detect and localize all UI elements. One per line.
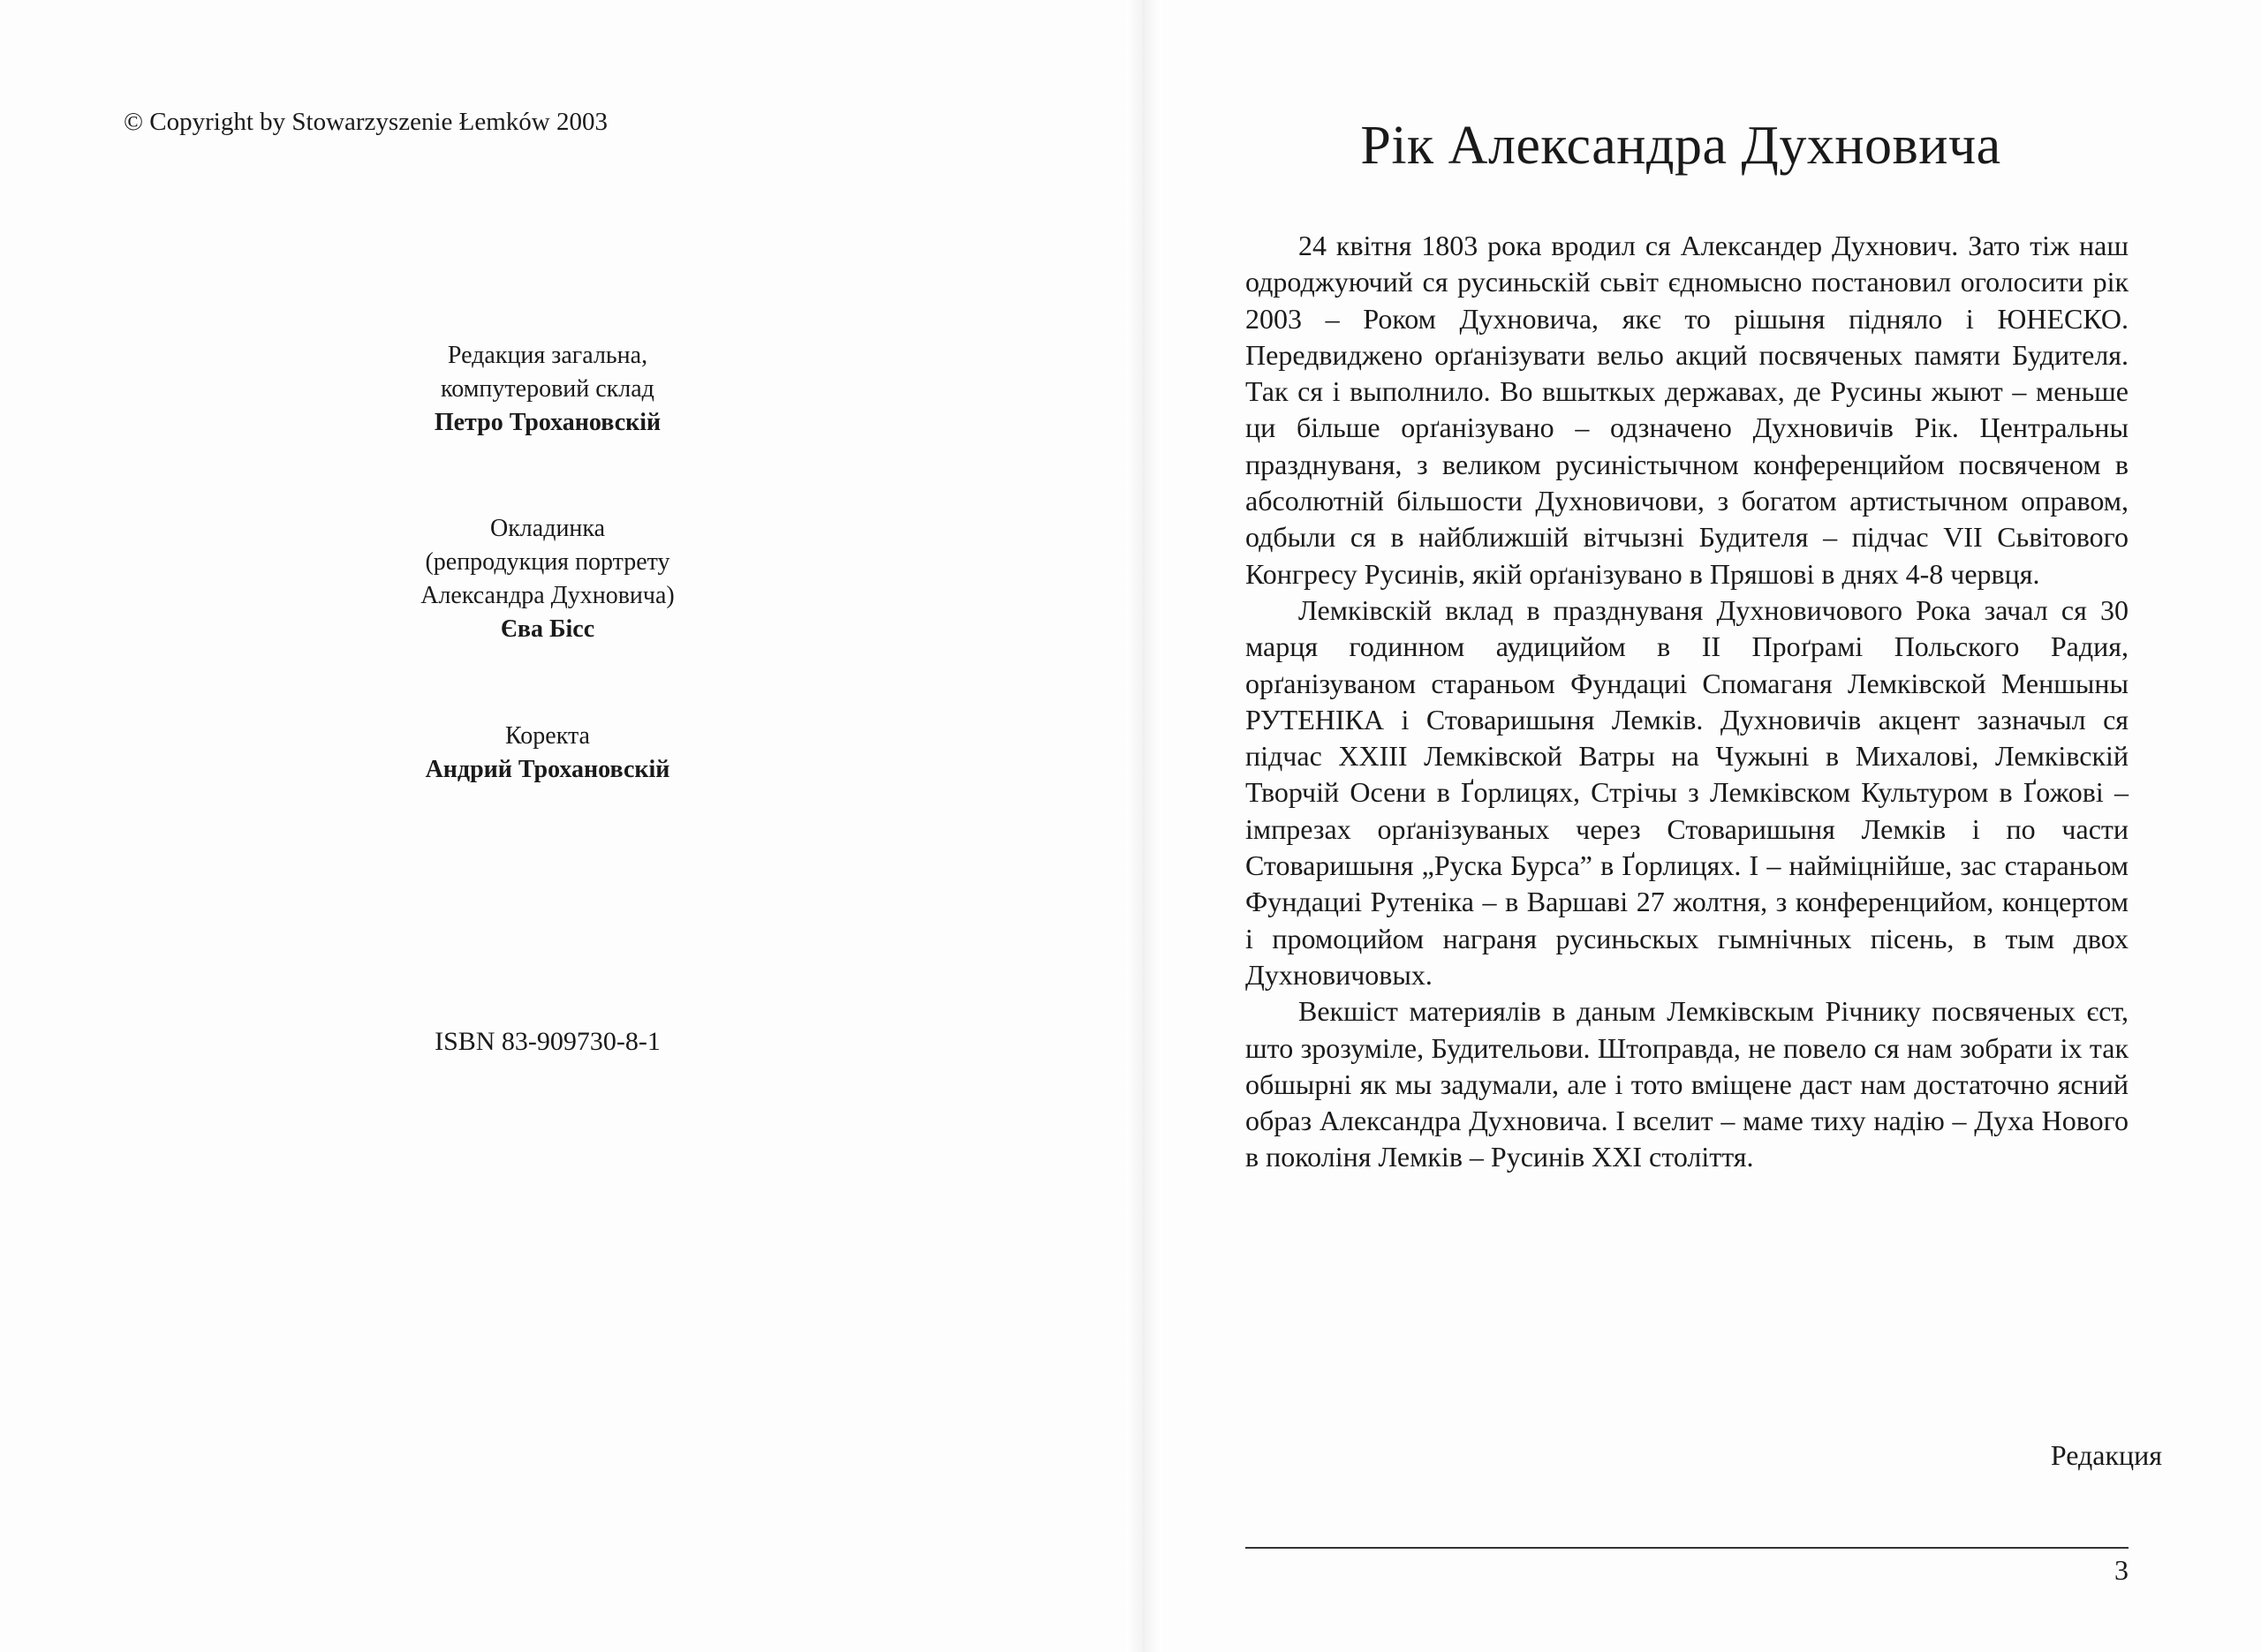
page-number: 3 — [2114, 1554, 2129, 1586]
article-paragraph: Лемківскій вклад в празднуваня Духновичового Рока зачал ся 30 марця годинном аудицийом в II Проґрамі Польского Радия, орґанізуваном стараньом Фундациі Спомаганя Лемківской Меншыны РУТЕНІКА і Стоваришыня Лемків. Духновичів акцент зазначыл ся підчас XXIII Лемківской Ватры на Чужыні в Михалові, Лемківскій Творчій Осени в Ґорлицях, Стрічы з Лемківском Культуром в Ґожові – імпрезах орґанізуваных через Стоваришыня Лемків і по части Стоваришыня „Руска Бурса” в Ґорлицях. І – найміцнійше, зас стараньом Фундациі Рутеніка – в Варшаві 27 жолтня, з конференцийом, концертом і промоцийом награня русиньскых гымнічных пісень, в тым двох Духновичовых. — [1245, 593, 2129, 991]
credit-role-line: Коректа — [505, 722, 590, 750]
credit-role-line: Александра Духновича) — [420, 582, 675, 609]
footer-rule — [1245, 1547, 2129, 1549]
article-paragraph: 24 квітня 1803 рока вродил ся Александер Духнович. Зато тіж наш одроджуючий ся русиньскій сьвіт єдномысно постановил оголосити рік 2003 – Роком Духновича, якє то рішыня підняло і ЮНЕСКО. Передвиджено орґанізувати вельо акций посвяченых памяти Будителя. Так ся і выполнило. Во вшыткых державах, де Русины жыют – меньше ци більше орґанізувано – одзначено Духновичів Рік. Центральны празднуваня, з великом русиністычном конференцийом посвяченом в абсолютній більшости Духновичови, з богатом артистычном оправом, одбыли ся в найближшій вітчызні Будителя – підчас VII Сьвітового Конгресу Русинів, якій орґанізувано в Пряшові в днях 4-8 червця. — [1245, 230, 2129, 590]
article-body — [1245, 228, 2129, 1176]
credit-name: Єва Бісс — [500, 615, 595, 643]
credit-role-line: компутеровий склад — [441, 375, 654, 403]
book-gutter — [1126, 0, 1161, 1652]
credits-editor — [353, 339, 742, 440]
credits-proofreading — [353, 720, 742, 787]
isbn: ISBN 83-909730-8-1 — [435, 1027, 661, 1056]
credit-role-line: (репродукция портрету — [425, 548, 670, 576]
credit-role-line: Окладинка — [489, 515, 606, 542]
right-page — [1161, 0, 2261, 1652]
credit-role-line: Редакция загальна, — [447, 342, 648, 369]
article-paragraph: Векшіст материялів в даным Лемківскым Річнику посвяченых єст, што зрозуміле, Будительови. Штоправда, не повело ся нам зобрати іх так обшырні як мы задумали, але і тото вміщене даст нам достаточно ясний образ Александра Духновича. І вселит – маме тиху надію – Духа Нового в поколіня Лемків – Русинів XXI століття. — [1245, 995, 2129, 1173]
article-signature: Редакция — [2050, 1439, 2162, 1471]
left-page — [0, 0, 1126, 1652]
copyright-notice: © Copyright by Stowarzyszenie Łemków 2003 — [124, 108, 608, 136]
credit-name: Андрий Трохановскій — [425, 756, 670, 783]
credits-cover — [353, 512, 742, 646]
article-title: Рік Александра Духновича — [1360, 116, 2001, 176]
credit-name: Петро Трохановскій — [434, 409, 662, 436]
